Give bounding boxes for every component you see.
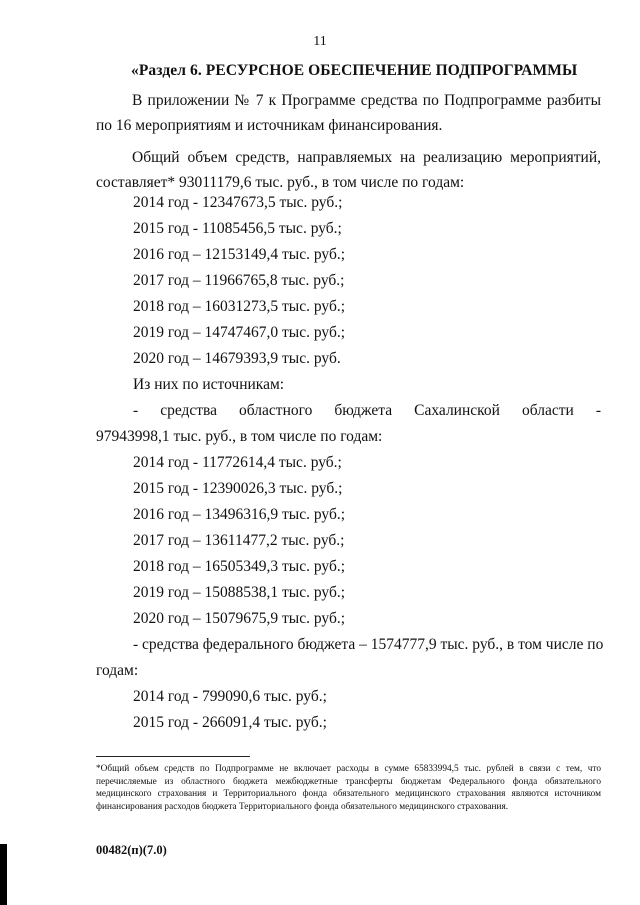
paragraph-appendix-text: В приложении № 7 к Программе средства по Подпрограмме разбиты по 16 мероприятиям и источникам финансирования. [96,92,601,134]
regional-word: Сахалинской [414,402,500,419]
footnote: *Общий объем средств по Подпрограмме не включает расходы в сумме 65833994,5 тыс. рублей в связи с тем, что перечисляемые из областного бюджета межбюджетные трансферты бюджетам Федерального фонда обязательного медицинского страхования и Территориального фонда обязательного медицинского страхования являются источником финансирования расходов бюджета Территориального фонда обязательного медицинского страхования. [96,764,601,812]
footnote-divider [96,756,250,757]
list-item: 2014 год - 799090,6 тыс. руб.; [133,688,327,705]
section-title: «Раздел 6. РЕСУРСНОЕ ОБЕСПЕЧЕНИЕ ПОДПРОГРАММЫ [131,62,578,79]
regional-word: средства [160,402,218,419]
list-item: 2015 год - 12390026,3 тыс. руб.; [133,480,343,497]
list-item: 2020 год – 14679393,9 тыс. руб. [133,350,341,367]
paragraph-appendix [96,88,601,138]
scan-edge-mark [0,844,7,905]
sources-intro: Из них по источникам: [133,376,285,393]
list-item: 2019 год – 14747467,0 тыс. руб.; [133,324,346,341]
list-item: 2015 год - 266091,4 тыс. руб.; [133,714,327,731]
regional-budget-total: 97943998,1 тыс. руб., в том числе по годам: [96,428,383,445]
list-item: 2016 год – 13496316,9 тыс. руб.; [133,506,346,523]
document-code: 00482(п)(7.0) [96,843,167,857]
paragraph-total-text: Общий объем средств, направляемых на реализацию мероприятий, составляет* 93011179,6 тыс. руб., в том числе по годам: [96,149,601,191]
list-item: 2017 год – 13611477,2 тыс. руб.; [133,532,345,549]
regional-word: области [521,402,574,419]
federal-budget-line-2: годам: [96,662,139,679]
regional-budget-line [133,402,601,420]
list-item: 2016 год – 12153149,4 тыс. руб.; [133,246,346,263]
federal-budget-line: - средства федерального бюджета – 1574777,9 тыс. руб., в том числе по [133,636,604,653]
list-item: 2017 год – 11966765,8 тыс. руб.; [133,272,345,289]
list-item: 2018 год – 16505349,3 тыс. руб.; [133,558,346,575]
regional-word: - [133,402,139,419]
list-item: 2015 год - 11085456,5 тыс. руб.; [133,220,342,237]
paragraph-total [96,145,601,195]
list-item: 2018 год – 16031273,5 тыс. руб.; [133,298,346,315]
list-item: 2014 год - 12347673,5 тыс. руб.; [133,194,343,211]
regional-word: областного [239,402,313,419]
list-item: 2019 год – 15088538,1 тыс. руб.; [133,584,346,601]
list-item: 2020 год – 15079675,9 тыс. руб.; [133,610,346,627]
regional-word: - [595,402,601,419]
page-number: 11 [313,34,327,49]
list-item: 2014 год - 11772614,4 тыс. руб.; [133,454,342,471]
regional-word: бюджета [334,402,393,419]
